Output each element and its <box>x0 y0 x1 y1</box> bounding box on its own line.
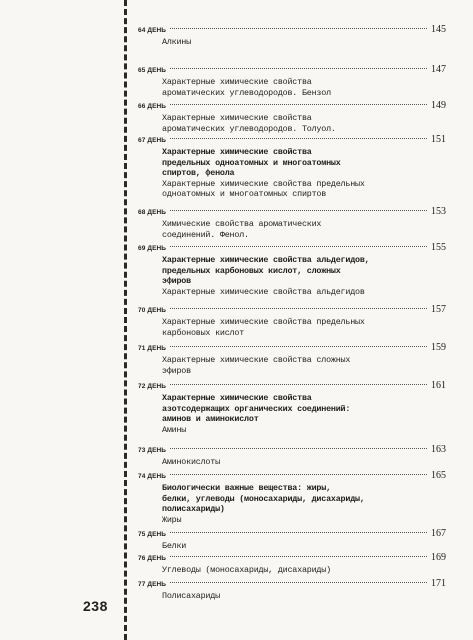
toc-entry-day-68 <box>138 204 446 240</box>
page-number: 238 <box>83 598 108 614</box>
toc-entry-day-65 <box>138 62 446 98</box>
page-ref: 167 <box>431 528 446 539</box>
dot-leader <box>170 582 427 583</box>
dot-leader <box>170 28 427 29</box>
section-heading-line: предельных одноатомных и многоатомных <box>162 157 341 168</box>
toc-entry-day-67 <box>138 132 446 204</box>
page-ref: 171 <box>431 578 446 589</box>
page-ref: 163 <box>431 444 446 455</box>
topic-line: одноатомных и многоатомных спиртов <box>162 189 327 199</box>
section-heading-line: эфиров <box>162 276 191 286</box>
topic-line: Амины <box>162 424 187 435</box>
dot-leader <box>170 68 427 69</box>
toc-entry-day-72 <box>138 378 446 442</box>
dot-leader <box>170 308 427 309</box>
day-label: 66 ДЕНЬ <box>138 103 167 110</box>
dot-leader <box>170 246 427 247</box>
day-label: 76 ДЕНЬ <box>138 555 167 562</box>
dot-leader <box>170 474 427 475</box>
dot-leader <box>170 346 427 347</box>
topic-line: Характерные химические свойства <box>162 77 312 87</box>
page-ref: 155 <box>431 242 446 253</box>
section-heading-line: аминов и аминокислот <box>162 414 259 424</box>
toc-entry-day-75 <box>138 526 446 550</box>
toc-entry-day-69 <box>138 240 446 302</box>
section-heading-line: Характерные химические свойства альдегидов, <box>162 255 370 265</box>
topic-line: карбоновых кислот <box>162 327 245 338</box>
day-label: 70 ДЕНЬ <box>138 307 167 314</box>
topic-line: ароматических углеводородов. Толуол. <box>162 123 336 134</box>
dot-leader <box>170 532 427 533</box>
topic-line: Аминокислоты <box>162 457 220 467</box>
topic-line: Характерные химические свойства <box>162 113 312 123</box>
day-label: 75 ДЕНЬ <box>138 531 167 538</box>
page-ref: 145 <box>431 24 446 35</box>
topic-line: Алкины <box>162 37 191 47</box>
day-label: 68 ДЕНЬ <box>138 209 167 216</box>
toc-entry-day-77 <box>138 576 446 600</box>
section-heading-line: азотсодержащих органических соединений: <box>162 403 351 414</box>
day-label: 74 ДЕНЬ <box>138 473 167 480</box>
page-ref: 149 <box>431 100 446 111</box>
topic-line: Характерные химические свойства сложных <box>162 355 351 365</box>
day-label: 69 ДЕНЬ <box>138 245 167 252</box>
section-heading-line: спиртов, фенола <box>162 168 235 178</box>
page-ref: 165 <box>431 470 446 481</box>
topic-line: Характерные химические свойства предельных <box>162 317 365 327</box>
topic-line: соединений. Фенол. <box>162 229 249 240</box>
topic-line: Химические свойства ароматических <box>162 219 322 229</box>
page-ref: 153 <box>431 206 446 217</box>
dashed-margin-line <box>124 0 127 640</box>
page-ref: 151 <box>431 134 446 145</box>
topic-line: Характерные химические свойства предельных <box>162 178 365 189</box>
page-ref: 169 <box>431 552 446 563</box>
toc-entry-day-73 <box>138 442 446 468</box>
section-heading-line: Биологически важные вещества: жиры, <box>162 483 331 493</box>
topic-line: Белки <box>162 541 187 551</box>
day-label: 67 ДЕНЬ <box>138 137 167 144</box>
day-label: 64 ДЕНЬ <box>138 27 167 34</box>
topic-line: Характерные химические свойства альдегидов <box>162 286 365 297</box>
day-label: 77 ДЕНЬ <box>138 581 167 588</box>
dot-leader <box>170 210 427 211</box>
dot-leader <box>170 138 427 139</box>
topic-line: Жиры <box>162 514 182 525</box>
page-ref: 159 <box>431 342 446 353</box>
day-label: 73 ДЕНЬ <box>138 447 167 454</box>
page-ref: 157 <box>431 304 446 315</box>
topic-line: Полисахариды <box>162 591 220 601</box>
section-heading-line: Характерные химические свойства <box>162 393 312 403</box>
dot-leader <box>170 384 427 385</box>
section-heading-line: белки, углеводы (моносахариды, дисахариды, <box>162 493 365 504</box>
toc-entry-day-66 <box>138 98 446 132</box>
topic-line: ароматических углеводородов. Бензол <box>162 87 331 98</box>
toc-entry-day-70 <box>138 302 446 340</box>
day-label: 65 ДЕНЬ <box>138 67 167 74</box>
topic-line: эфиров <box>162 365 191 376</box>
day-label: 71 ДЕНЬ <box>138 345 167 352</box>
dot-leader <box>170 448 427 449</box>
day-label: 72 ДЕНЬ <box>138 383 167 390</box>
dot-leader <box>170 104 427 105</box>
section-heading-line: полисахариды) <box>162 504 225 514</box>
toc-entry-day-71 <box>138 340 446 378</box>
topic-line: Углеводы (моносахариды, дисахариды) <box>162 565 331 575</box>
table-of-contents <box>138 22 446 600</box>
section-heading-line: Характерные химические свойства <box>162 147 312 157</box>
toc-entry-day-76 <box>138 550 446 576</box>
dot-leader <box>170 556 427 557</box>
page-ref: 161 <box>431 380 446 391</box>
toc-entry-day-74 <box>138 468 446 526</box>
toc-entry-day-64 <box>138 22 446 62</box>
page-ref: 147 <box>431 64 446 75</box>
section-heading-line: предельных карбоновых кислот, сложных <box>162 265 341 276</box>
